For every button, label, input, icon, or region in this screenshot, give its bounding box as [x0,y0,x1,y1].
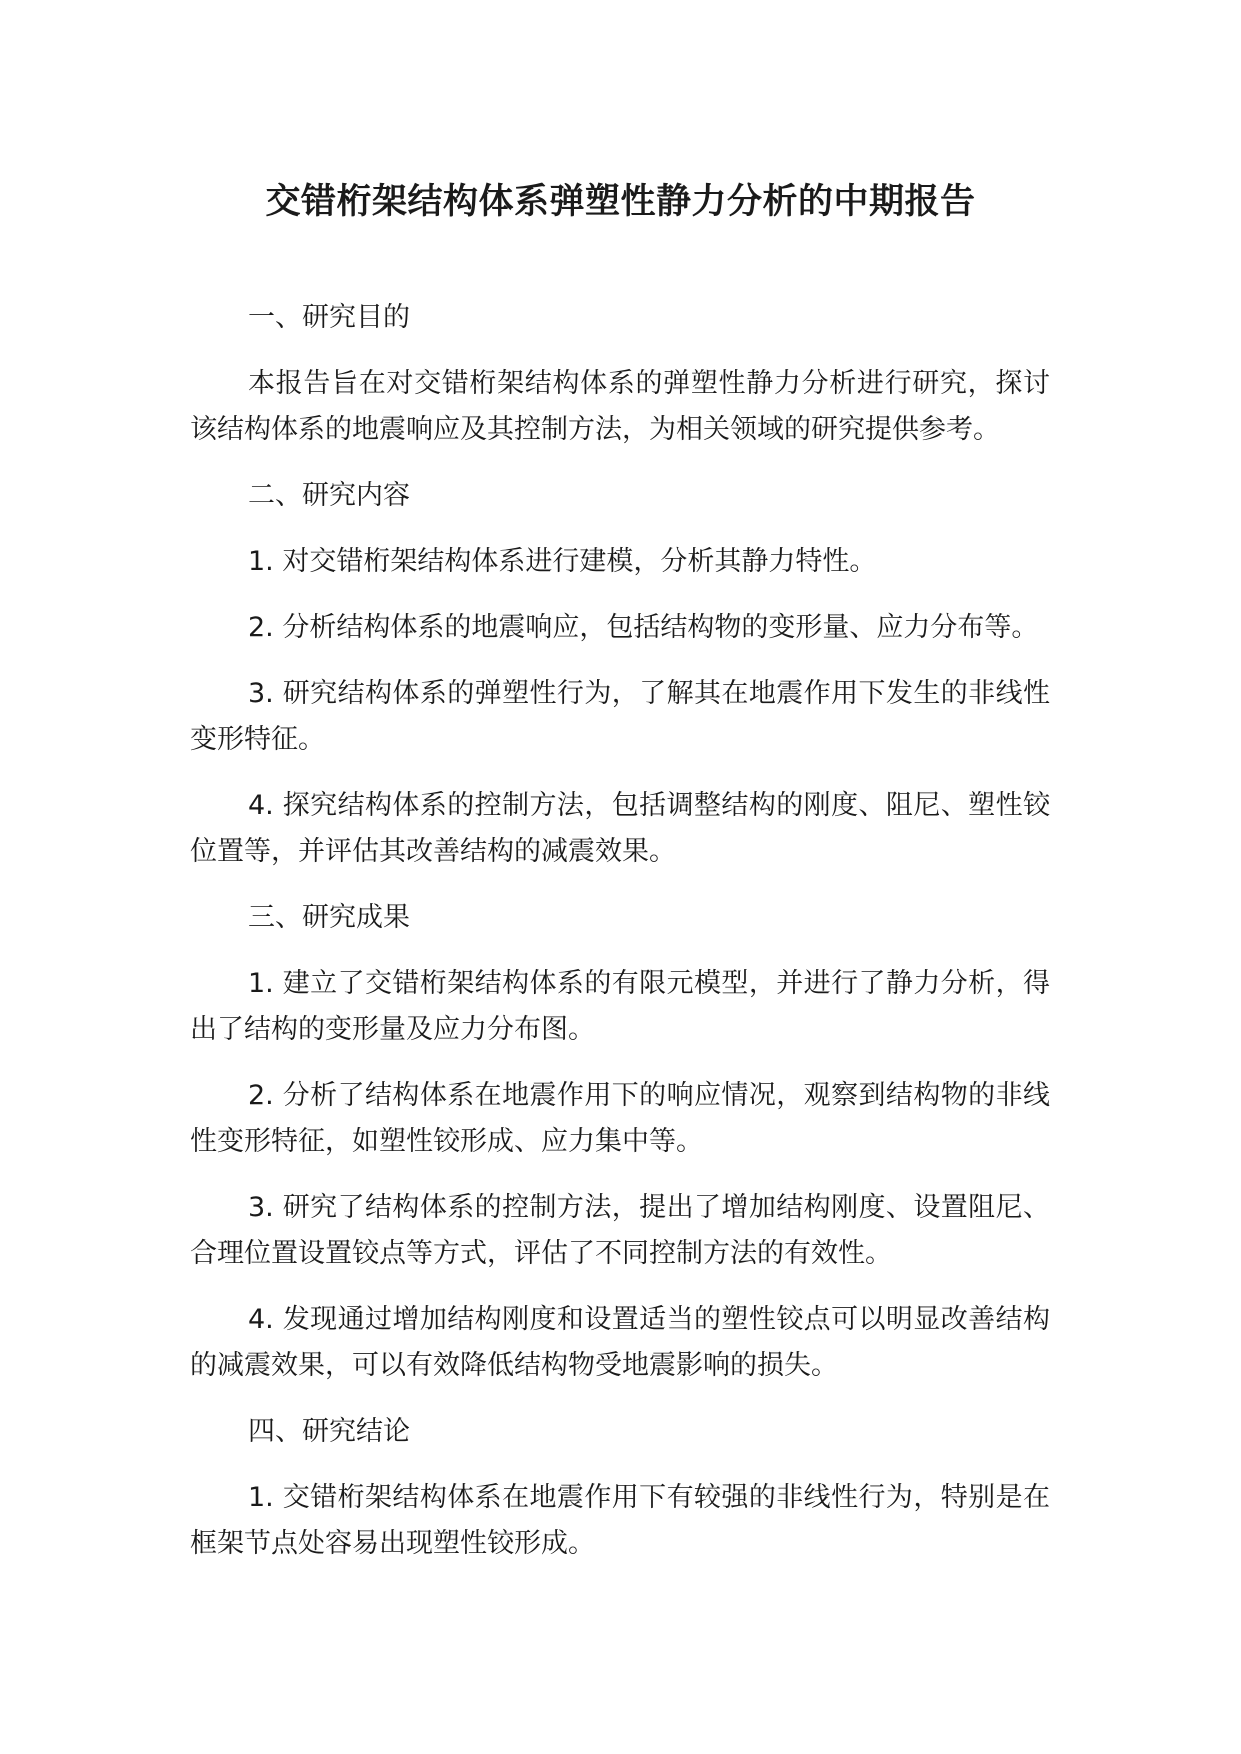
list-item: 1. 交错桁架结构体系在地震作用下有较强的非线性行为，特别是在框架节点处容易出现塑性铰形成。 [190,1482,1050,1559]
list-item: 3. 研究了结构体系的控制方法，提出了增加结构刚度、设置阻尼、合理位置设置铰点等方式，评估了不同控制方法的有效性。 [190,1192,1050,1269]
list-item: 3. 研究结构体系的弹塑性行为，了解其在地震作用下发生的非线性变形特征。 [190,678,1050,755]
section-heading: 一、研究目的 [248,302,410,333]
list-item: 1. 建立了交错桁架结构体系的有限元模型，并进行了静力分析，得出了结构的变形量及应力分布图。 [190,968,1050,1045]
document-title: 交错桁架结构体系弹塑性静力分析的中期报告 [265,182,976,222]
list-item: 1. 对交错桁架结构体系进行建模，分析其静力特性。 [248,546,877,577]
section-heading: 四、研究结论 [248,1416,410,1447]
list-item: 4. 探究结构体系的控制方法，包括调整结构的刚度、阻尼、塑性铰位置等，并评估其改善结构的减震效果。 [190,790,1050,867]
list-item: 2. 分析了结构体系在地震作用下的响应情况，观察到结构物的非线性变形特征，如塑性铰形成、应力集中等。 [190,1080,1050,1157]
paragraph: 本报告旨在对交错桁架结构体系的弹塑性静力分析进行研究，探讨该结构体系的地震响应及其控制方法，为相关领域的研究提供参考。 [190,368,1050,445]
list-item: 4. 发现通过增加结构刚度和设置适当的塑性铰点可以明显改善结构的减震效果，可以有效降低结构物受地震影响的损失。 [190,1304,1050,1381]
section-heading: 二、研究内容 [248,480,410,511]
document-body [190,295,1050,1587]
list-item: 2. 分析结构体系的地震响应，包括结构物的变形量、应力分布等。 [248,612,1039,643]
section-heading: 三、研究成果 [248,902,410,933]
